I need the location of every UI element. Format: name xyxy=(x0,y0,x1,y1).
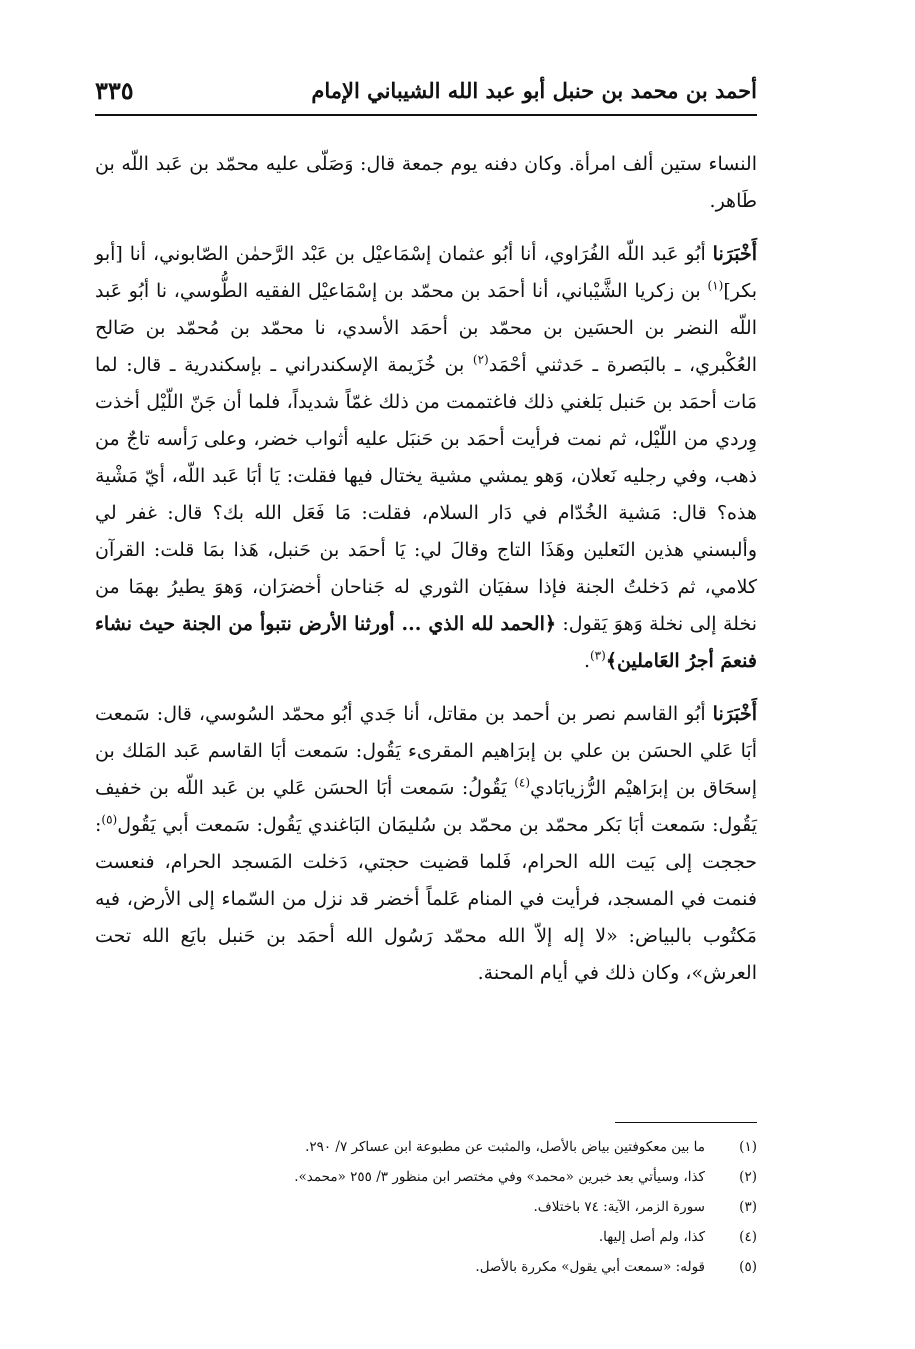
footnote-number: (٢) xyxy=(739,1169,757,1185)
paragraph-3-text-1: أبُو القاسم نصر بن أحمد بن مقاتل، أنا جَدي أبُو محمّد السُوسي، قال: سَمعت أبَا عَلي الحسَن بن علي بن إبرَاهيم المقرىء يَقُول: سَمعت أبَا القاسم عَبد المَلك بن إسحَاق بن إبرَاهيْم الرُّزيابَادي xyxy=(95,703,757,799)
footnote-text: ما بين معكوفتين بياض بالأصل، والمثبت عن مطبوعة ابن عساكر ٧/ ٢٩٠. xyxy=(305,1139,705,1155)
header-rule xyxy=(95,114,757,116)
paragraph-3 xyxy=(95,696,757,992)
quran-quote: ﴿الحمد لله الذي ... أورثنا الأرض نتبوأ من الجنة حيث نشاء فنعمَ أجرُ العَاملين﴾ xyxy=(95,613,757,672)
footnote-text: سورة الزمر، الآية: ٧٤ باختلاف. xyxy=(533,1199,705,1215)
footnotes xyxy=(95,1132,757,1282)
footnote-rule xyxy=(615,1122,757,1123)
paragraph-2-text-4: . xyxy=(583,650,590,672)
narration-lead: أَخْبَرَنا xyxy=(712,243,757,265)
footnote-item xyxy=(95,1162,757,1192)
paragraph-2-text-2: بن زكريا الشَّيْباني، أنا أحمَد بن محمّد بن إسْمَاعيْل الفقيه الطُّوسي، نا أبُو عَبد اللّه النضر بن الحسَين بن محمّد بن أحمَد الأسدي، نا محمّد بن مُحمّد بن صَالح العُكْبري، ـ بالبَصرة ـ حَدثني أحْمَد xyxy=(95,280,758,376)
main-text xyxy=(95,146,757,992)
footnote-text: كذا، ولم أصل إليها. xyxy=(598,1229,705,1245)
footnote-item xyxy=(95,1192,757,1222)
paragraph-2-text-3: بن خُزَيمة الإسكندراني ـ بإسكندرية ـ قال: لما مَات أحمَد بن حَنبل بَلغني ذلك فاغتممت من ذلك غمّاً شديداً، فلما أن جَنّ اللّيْل أخذت وِردي من اللّيْل، ثم نمت فرأيت أحمَد بن حَنبَل عليه أثواب خضر، وعلى رَأسه تاجٌ من ذهب، وفي رجليه نَعلان، وَهو يمشي مشية يختال فيها فقلت: يَا أبَا عَبد اللّه، أيّ مَشْية هذه؟ قال: مَشية الخُدّام في دَار السلام، فقلت: مَا فَعَل الله بك؟ قال: غفر لي وألبسني هذين النَعلين وهَذَا التاج وقالَ لي: يَا أحمَد بن حَنبل، هَذا بمَا قلت: القرآن كلامي، ثم دَخلتُ الجنة فإذا سفيَان الثوري له جَناحان أخضرَان، وَهوَ يطيرُ بهمَا من نخلة إلى نخلة وَهوَ يَقول: xyxy=(95,354,757,635)
footnote-item xyxy=(95,1252,757,1282)
footnote-item xyxy=(95,1222,757,1252)
footnote-text: قوله: «سمعت أبي يقول» مكررة بالأصل. xyxy=(475,1259,705,1275)
footnote-number: (٣) xyxy=(739,1199,757,1215)
paragraph-3-text-3: : حججت إلى بَيت الله الحرام، فَلما قضيت حجتي، دَخلت المَسجد الحرام، فنعست فنمت في المسجد، فرأيت في المنام عَلماً أخضر قد نزل من السّماء إلى الأرض، فيه مَكتُوب بالبياض: «لا إله إلاّ الله محمّد رَسُول الله أحمَد بن حَنبل بايَع الله تحت العرش»، وكان ذلك في أيام المحنة. xyxy=(95,814,757,984)
running-title: أحمد بن محمد بن حنبل أبو عبد الله الشيباني الإمام xyxy=(311,77,757,103)
footnote-ref-2: (٢) xyxy=(472,352,489,367)
paragraph-2 xyxy=(95,236,757,680)
paragraph-2-text-1: أبُو عَبد اللّه الفُرَاوي، أنا أبُو عثمان إسْمَاعيْل بن عَبْد الرَّحمٰن الصّابوني، أنا [أبو بكر] xyxy=(95,243,757,302)
footnote-ref-4: (٤) xyxy=(514,775,531,790)
footnote-ref-5: (٥) xyxy=(101,812,118,827)
paragraph-3-text-2: يَقُولُ: سَمعت أبَا الحسَن عَلي بن عَبد اللّه بن خفيف يَقُول: سَمعت أبَا بَكر محمّد بن محمّد بن سُليمَان البَاغندي يَقُول: سَمعت أبي يَقُول xyxy=(95,777,757,836)
paragraph-1: النساء ستين ألف امرأة. وكان دفنه يوم جمعة قال: وَصَلّى عليه محمّد بن عَبد اللّه بن طَاهر. xyxy=(95,153,757,212)
footnote-number: (٤) xyxy=(739,1229,757,1245)
footnote-number: (٥) xyxy=(739,1259,757,1275)
footnote-ref-1: (١) xyxy=(707,278,724,293)
footnote-item xyxy=(95,1132,757,1162)
footnote-text: كذا، وسيأتي بعد خبرين «محمد» وفي مختصر ابن منظور ٣/ ٢٥٥ «محمد». xyxy=(294,1169,705,1185)
narration-lead: أَخْبَرَنا xyxy=(712,703,757,725)
page-number: ٣٣٥ xyxy=(95,75,134,105)
footnote-ref-3: (٣) xyxy=(589,648,606,663)
footnote-number: (١) xyxy=(739,1139,757,1155)
page-header xyxy=(95,70,757,110)
